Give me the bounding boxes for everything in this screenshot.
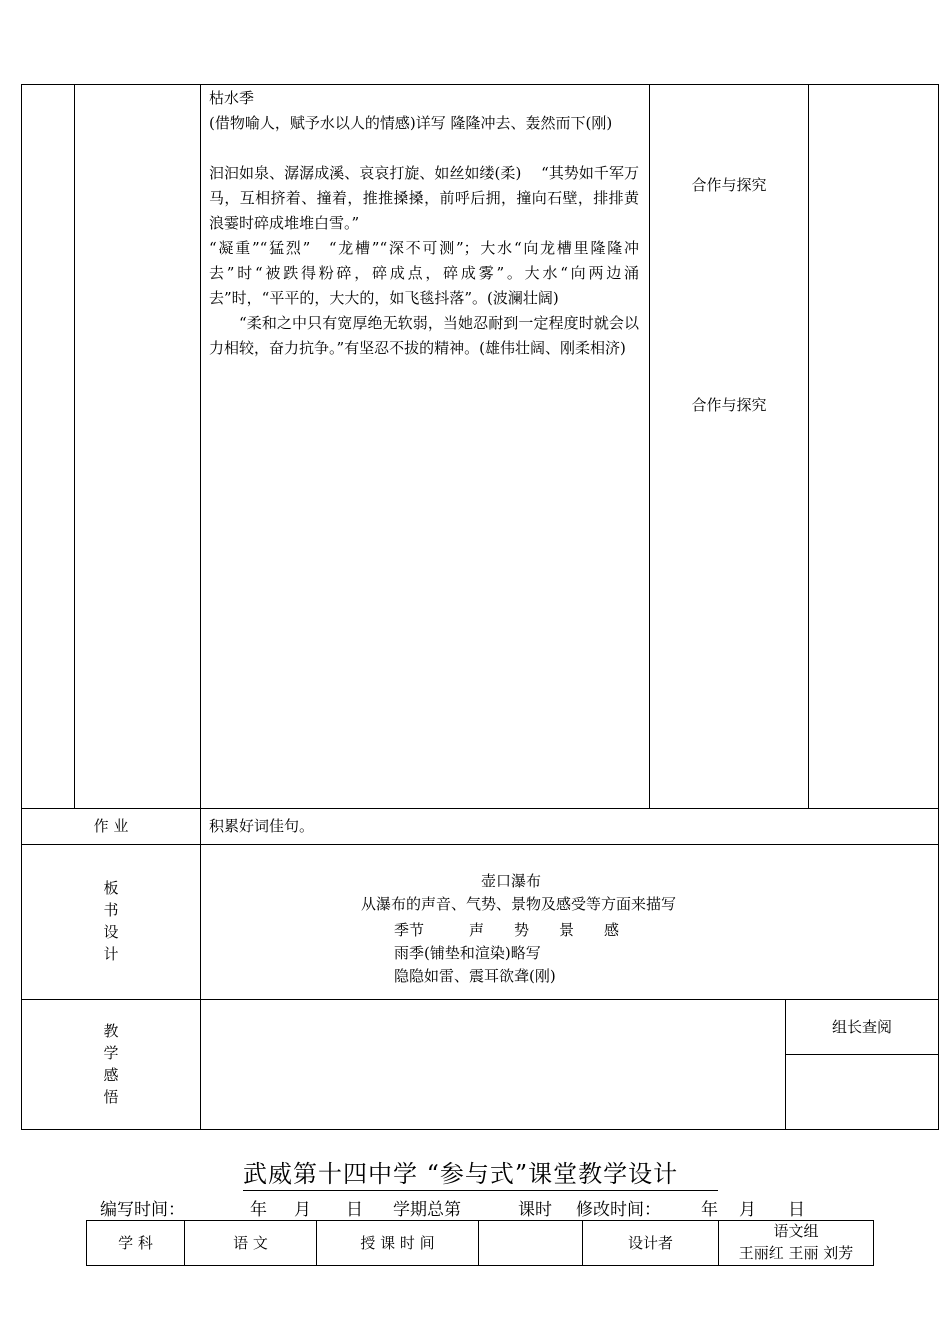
designer-group: 语文组 bbox=[773, 1222, 819, 1240]
lessons-label: 课时 bbox=[518, 1200, 552, 1220]
content-line: “柔和之中只有宽厚绝无软弱，当她忍耐到一定程度时就会以力相较，奋力抗争。”有坚忍不拔的精神。(雄伟壮阔、刚柔相济) bbox=[209, 314, 639, 357]
board-title: 壶口瀑布 bbox=[480, 872, 541, 890]
designer-label: 设计者 bbox=[627, 1234, 673, 1252]
year-label: 年 bbox=[250, 1200, 267, 1220]
teach-time-label: 授 课 时 间 bbox=[360, 1234, 435, 1252]
day-label: 日 bbox=[788, 1200, 805, 1220]
modify-time-label: 修改时间： bbox=[576, 1200, 661, 1220]
compile-time-label: 编写时间： bbox=[100, 1200, 185, 1220]
content-line: 汩汩如泉、潺潺成溪、哀哀打旋、如丝如缕(柔) “其势如千军万马，互相挤着、撞着，推推搡搡，前呼后拥，撞向石壁，排排黄浪霎时碎成堆堆白雪。” bbox=[209, 164, 639, 232]
homework-label: 作 业 bbox=[93, 817, 129, 835]
subject-value: 语 文 bbox=[233, 1234, 268, 1252]
activity-label: 合作与探究 bbox=[691, 176, 767, 194]
review-label: 组长查阅 bbox=[831, 1018, 892, 1036]
month-label: 月 bbox=[739, 1200, 756, 1220]
content-line: 枯水季 bbox=[209, 89, 255, 107]
subject-label: 学 科 bbox=[118, 1234, 153, 1252]
homework-content: 积累好词佳句。 bbox=[209, 817, 315, 835]
content-line: “凝重”“猛烈” “龙槽”“深不可测”；大水“向龙槽里隆隆冲去”时“被跌得粉碎，碎成点，碎成雾”。大水“向两边涌去”时，“平平的，大大的，如飞毯抖落”。(波澜壮阔) bbox=[209, 239, 639, 307]
term-total-label: 学期总第 bbox=[393, 1200, 461, 1220]
activity-label: 合作与探究 bbox=[691, 396, 767, 414]
designer-names: 王丽红 王丽 刘芳 bbox=[738, 1244, 854, 1262]
year-label: 年 bbox=[701, 1200, 718, 1220]
content-line: (借物喻人，赋予水以人的情感)详写 隆隆冲去、轰然而下(刚) bbox=[209, 114, 613, 132]
page-title: 武威第十四中学 “参与式”课堂教学设计 bbox=[243, 1160, 679, 1188]
board-line: 隐隐如雷、震耳欲聋(刚) bbox=[394, 967, 556, 985]
day-label: 日 bbox=[346, 1200, 363, 1220]
board-design-label: 板 书 设 计 bbox=[103, 879, 119, 963]
reflection-label: 教 学 感 悟 bbox=[103, 1022, 119, 1106]
month-label: 月 bbox=[294, 1200, 311, 1220]
board-line: 季节 声 势 景 感 bbox=[394, 921, 620, 939]
board-line: 雨季(铺垫和渲染)略写 bbox=[394, 944, 541, 962]
board-line: 从瀑布的声音、气势、景物及感受等方面来描写 bbox=[361, 895, 677, 913]
